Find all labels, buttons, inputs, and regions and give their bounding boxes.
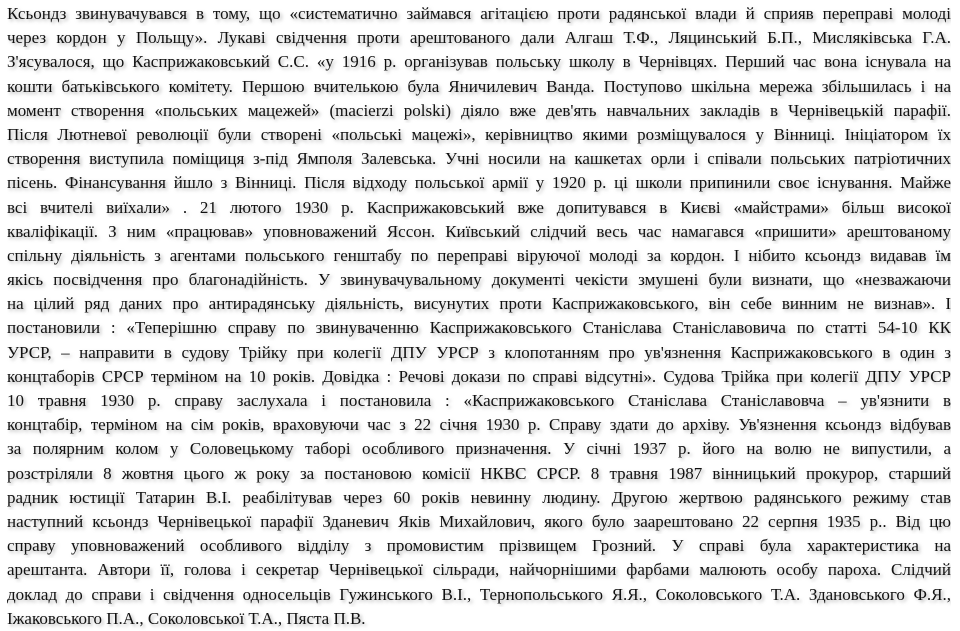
text-line: постановили : «Теперішню справу по звинуваченню Касприжаковського Станіслава Станіславовича по статті 54-10 КК bbox=[7, 318, 951, 338]
text-line: якісь посвідчення про благонадійність. У звинувачувальному документі чекісти змушені були визнати, що «незважаючи bbox=[7, 270, 951, 290]
text-line: момент створення «польських мацежей» (macierzi polski) діяло вже дев'ять навчальних закладів в Чернівецькій парафії. bbox=[7, 100, 951, 120]
text-line: всі вчителі виїхали» . 21 лютого 1930 р. Касприжаковський вже допитувався в Києві «майстрами» більш високої bbox=[7, 197, 951, 217]
text-line: через кордон у Польщу». Лукаві свідчення проти арештованого дали Алгаш Т.Ф., Ляцинський Б.П., Мисляківська Г.А. bbox=[7, 28, 951, 48]
text-line: спільну діяльність з агентами польського генштабу по переправі віруючої молоді за кордон. І нібито ксьондз видавав їм bbox=[7, 245, 951, 265]
text-line: наступний ксьондз Чернівецької парафії Зданевич Яків Михайлович, якого було заарештовано 22 серпня 1935 р.. Від цю bbox=[7, 511, 951, 531]
document-text bbox=[7, 2, 951, 631]
text-line: Ксьондз звинувачувався в тому, що «систематично займався агітацією проти радянської влади й сприяв переправі молоді bbox=[7, 4, 951, 23]
text-line: кваліфікації. З ним «працював» уповноважений Яссон. Київський слідчий весь час намагався «пришити» арештованому bbox=[7, 221, 951, 241]
text-line: на цілий ряд даних про антирадянську діяльність, висунутих проти Касприжаковського, він себе винним не визнав». І bbox=[7, 294, 951, 314]
text-line: доклад до справи і свідчення односельців Гужинського В.І., Тернопольського Я.Я., Соколовського Т.А. Здановського Ф.Я., bbox=[7, 584, 951, 604]
text-line: концтаборів СРСР терміном на 10 років. Довідка : Речові докази по справі відсутні». Судова Трійка при колегії ДПУ УРСР bbox=[7, 366, 951, 386]
text-line: З'ясувалося, що Касприжаковський С.С. «у 1916 р. організував польську школу в Чернівцях. Перший час вона існувала на bbox=[7, 52, 951, 72]
text-line: розстріляли 8 жовтня цього ж року за постановою комісії НКВС СРСР. 8 травня 1987 вінницький прокурор, старший bbox=[7, 463, 951, 483]
text-line: концтабір, терміном на сім років, враховуючи час з 22 січня 1930 р. Справу здати до архіву. Ув'язнення ксьондз відбував bbox=[7, 415, 951, 435]
text-line: 10 травня 1930 р. справу заслухала і постановила : «Касприжаковського Станіслава Станіславовча – ув'язнити в bbox=[7, 391, 951, 410]
text-line: Після Лютневої революції були створені «польські мацежі», керівництво якими розміщувалося у Вінниці. Ініціатором їх bbox=[7, 124, 951, 144]
text-line: арештанта. Автори її, голова і секретар Чернівецької сільради, найчорнішими фарбами малюють особу пароха. Слідчий bbox=[7, 560, 951, 580]
text-line: кошти батьківського комітету. Першою вчителькою була Яничилевич Ванда. Поступово шкільна мережа збільшилась і на bbox=[7, 76, 951, 96]
text-line: пісень. Фінансування йшло з Вінниці. Після відходу польської армії у 1920 р. ці школи припинили своє існування. Майже bbox=[7, 173, 951, 193]
text-line: справу уповноважений особливого відділу з промовистим прізвищем Грозний. У справі була характеристика на bbox=[7, 536, 951, 556]
text-line: створення виступила поміщиця з-під Ямполя Залевська. Учні носили на кашкетах орли і співали польських патріотичних bbox=[7, 149, 951, 169]
text-line: Іжаковського П.А., Соколовської Т.А., Пяста П.В. bbox=[7, 608, 366, 628]
text-line: за полярним колом у Соловецькому таборі особливого призначення. У січні 1937 р. його на волю не випустили, а bbox=[7, 439, 951, 459]
text-line: радник юстиції Татарин В.І. реабілітував через 60 років невинну людину. Другою жертвою радянського режиму став bbox=[7, 487, 951, 507]
text-line: УРСР, – направити в судову Трійку при колегії ДПУ УРСР з клопотанням про ув'язнення Касприжаковського в один з bbox=[7, 342, 951, 362]
